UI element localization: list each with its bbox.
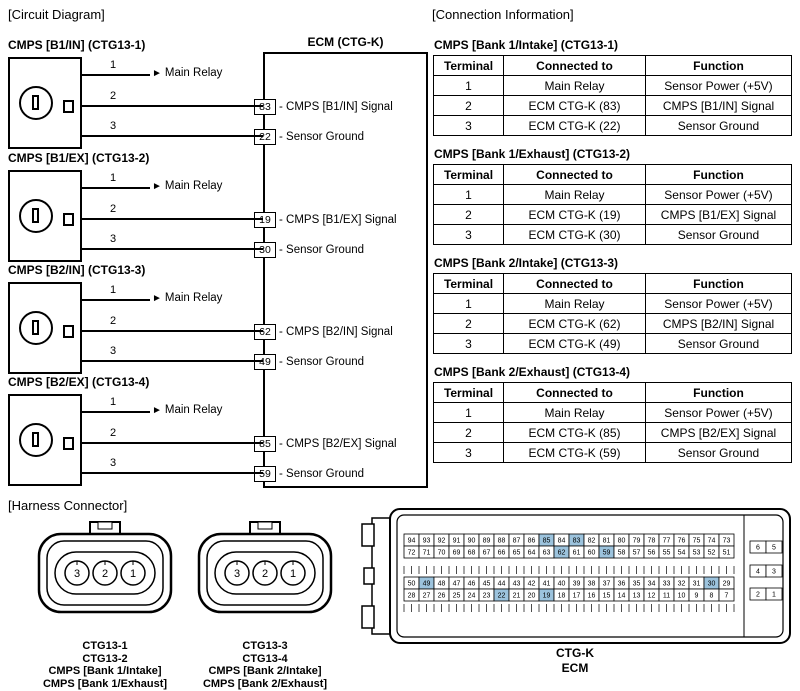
ecm-pin-number: 14	[617, 592, 626, 600]
table-cell: 1	[434, 76, 504, 96]
table-cell: Sensor Ground	[646, 116, 792, 136]
ecm-pin-number: 66	[497, 549, 506, 557]
main-relay-destination	[152, 404, 222, 416]
ecm-pin-number: 17	[572, 592, 581, 600]
ecm-pin-number: 16	[587, 592, 596, 600]
ecm-pin-number: 82	[587, 537, 596, 545]
ecm-pin-number: 65	[512, 549, 521, 557]
main-relay-destination	[152, 180, 222, 192]
label-line: CTG13-2	[82, 652, 128, 665]
table-cell: 3	[434, 116, 504, 136]
ecm-pin-number: 51	[722, 549, 731, 557]
sensor-title: CMPS [B2/IN] (CTG13-3)	[8, 263, 146, 277]
sensor-element-icon	[19, 199, 53, 233]
pin2-number: 2	[110, 315, 117, 327]
column-header: Connected to	[504, 274, 646, 294]
wire-pin1	[82, 411, 150, 413]
ecm-pin-number: 50	[407, 580, 416, 588]
column-header: Function	[646, 56, 792, 76]
ecm-pin-number: 31	[692, 580, 701, 588]
ecm-pin-number: 83	[572, 537, 581, 545]
table-cell: ECM CTG-K (85)	[504, 423, 646, 443]
main-relay-label: Main Relay	[164, 404, 223, 416]
column-header: Function	[646, 274, 792, 294]
wire-pin1	[82, 74, 150, 76]
table-cell: Sensor Power (+5V)	[646, 294, 792, 314]
table-row	[434, 225, 792, 245]
ecm-pin-number: 40	[557, 580, 566, 588]
sensor-element-icon	[19, 311, 53, 345]
ecm-pin-number: 13	[632, 592, 641, 600]
table-cell: Main Relay	[504, 294, 646, 314]
ecm-pin-number: 73	[722, 537, 731, 545]
ecm-pin-number: 79	[632, 537, 641, 545]
ecm-pin-number: 3	[772, 568, 776, 576]
ecm-pin-number: 88	[497, 537, 506, 545]
ecm-pin-number: 24	[467, 592, 476, 600]
table-group-ctg13-4	[433, 365, 793, 463]
wire-pin3	[82, 135, 263, 137]
pin2-number: 2	[110, 427, 117, 439]
sensor-block-b1-in	[8, 38, 428, 151]
ecm-pin-number: 77	[662, 537, 671, 545]
harness-connector-2-drawing	[195, 520, 335, 616]
ecm-pin-number: 28	[407, 592, 416, 600]
ecm-pin-number: 26	[437, 592, 446, 600]
ecm-pin-number: 19	[542, 592, 551, 600]
table-cell: 2	[434, 205, 504, 225]
ecm-box-label: ECM (CTG-K)	[307, 35, 384, 49]
table-row	[434, 294, 792, 314]
ecm-pin-number-box: 85	[254, 436, 276, 452]
arrow-right-icon: ►	[152, 405, 162, 416]
ecm-entry-label: - CMPS [B1/IN] Signal	[279, 101, 393, 113]
ecm-pin-number: 39	[572, 580, 581, 588]
table-row	[434, 96, 792, 116]
ecm-pin-number: 67	[482, 549, 491, 557]
table-cell: Sensor Power (+5V)	[646, 76, 792, 96]
ecm-pin-number: 38	[587, 580, 596, 588]
table-group-ctg13-3	[433, 256, 793, 354]
table-row	[434, 185, 792, 205]
ecm-pin-number: 78	[647, 537, 656, 545]
label-line: CMPS [Bank 1/Intake]	[48, 665, 162, 677]
ecm-pin-number: 86	[527, 537, 536, 545]
pin2-number: 2	[110, 90, 117, 102]
main-relay-label: Main Relay	[164, 292, 223, 304]
ecm-entry-label: - Sensor Ground	[279, 131, 365, 143]
connector2-pin-2: 2	[261, 568, 269, 580]
connector-1-labels	[25, 640, 185, 690]
cmps-sensor-symbol	[8, 57, 82, 149]
ecm-pin-number: 72	[407, 549, 416, 557]
ecm-pin-number: 8	[709, 592, 714, 600]
table-cell: ECM CTG-K (22)	[504, 116, 646, 136]
ecm-pin-number: 90	[467, 537, 476, 545]
ecm-pin-number: 34	[647, 580, 656, 588]
ecm-pin-number: 6	[756, 544, 760, 552]
column-header: Connected to	[504, 165, 646, 185]
ecm-bracket-tab	[364, 568, 374, 584]
table-row	[434, 205, 792, 225]
connector-top-tab-notch	[98, 522, 112, 529]
table-row	[434, 116, 792, 136]
pin1-number: 1	[110, 59, 117, 71]
main-relay-destination	[152, 67, 222, 79]
table-cell: 2	[434, 96, 504, 116]
ecm-pin-number: 35	[632, 580, 641, 588]
column-header: Connected to	[504, 56, 646, 76]
ecm-pin-number: 62	[557, 549, 566, 557]
table-cell: 1	[434, 294, 504, 314]
ecm-pin-number: 42	[527, 580, 536, 588]
table-cell: CMPS [B1/EX] Signal	[646, 205, 792, 225]
table-cell: 2	[434, 314, 504, 334]
connection-table	[433, 382, 792, 463]
main-relay-destination	[152, 292, 222, 304]
ecm-pin-number-box: 59	[254, 466, 276, 482]
table-row	[434, 314, 792, 334]
ecm-pin-number: 18	[557, 592, 566, 600]
pin3-number: 3	[110, 457, 117, 469]
cmps-sensor-symbol	[8, 170, 82, 262]
table-cell: CMPS [B1/IN] Signal	[646, 96, 792, 116]
harness-connector-heading: [Harness Connector]	[8, 498, 128, 513]
ecm-pin-number: 21	[512, 592, 521, 600]
sensor-terminal-icon	[63, 213, 74, 226]
ecm-pin-number: 69	[452, 549, 461, 557]
circuit-diagram-heading: [Circuit Diagram]	[8, 7, 105, 22]
wire-pin2	[82, 442, 263, 444]
label-line: ECM	[561, 661, 589, 675]
ecm-pin-number: 92	[437, 537, 446, 545]
sensor-title: CMPS [B1/IN] (CTG13-1)	[8, 38, 146, 52]
pin1-number: 1	[110, 396, 117, 408]
ecm-pin-number: 63	[542, 549, 551, 557]
table-cell: 3	[434, 334, 504, 354]
ecm-pin-number-box: 19	[254, 212, 276, 228]
table-title: CMPS [Bank 1/Exhaust] (CTG13-2)	[434, 147, 631, 161]
ecm-pin-number: 58	[617, 549, 626, 557]
table-cell: ECM CTG-K (62)	[504, 314, 646, 334]
ecm-pin-number: 41	[542, 580, 551, 588]
sensor-element-icon	[19, 423, 53, 457]
ecm-pin-number: 59	[602, 549, 611, 557]
ecm-connector-body	[390, 509, 790, 643]
wire-pin2	[82, 218, 263, 220]
sensor-magnet-icon	[32, 208, 39, 223]
ecm-pin-number: 32	[677, 580, 686, 588]
ecm-pin-number: 45	[482, 580, 491, 588]
table-cell: ECM CTG-K (19)	[504, 205, 646, 225]
ecm-pin-number: 15	[602, 592, 611, 600]
column-header: Terminal	[434, 274, 504, 294]
ecm-pin-number: 10	[677, 592, 686, 600]
label-line: CTG-K	[556, 646, 594, 660]
main-relay-label: Main Relay	[164, 180, 223, 192]
table-cell: Sensor Power (+5V)	[646, 403, 792, 423]
table-cell: ECM CTG-K (83)	[504, 96, 646, 116]
table-row	[434, 76, 792, 96]
arrow-right-icon: ►	[152, 181, 162, 192]
ecm-connector-labels	[435, 646, 715, 676]
table-cell: ECM CTG-K (49)	[504, 334, 646, 354]
ecm-pin-number: 30	[707, 580, 716, 588]
pin3-number: 3	[110, 233, 117, 245]
table-cell: CMPS [B2/EX] Signal	[646, 423, 792, 443]
sensor-terminal-icon	[63, 100, 74, 113]
table-cell: Main Relay	[504, 403, 646, 423]
ecm-pin-number: 89	[482, 537, 491, 545]
wire-pin1	[82, 299, 150, 301]
sensor-block-b2-ex	[8, 375, 428, 488]
ecm-pin-number: 22	[497, 592, 506, 600]
sensor-magnet-icon	[32, 320, 39, 335]
column-header: Terminal	[434, 56, 504, 76]
sensor-magnet-icon	[32, 95, 39, 110]
pin3-number: 3	[110, 120, 117, 132]
column-header: Terminal	[434, 165, 504, 185]
ecm-pin-number-box: 22	[254, 129, 276, 145]
connection-info-heading: [Connection Information]	[432, 7, 574, 22]
wire-pin3	[82, 472, 263, 474]
pin2-number: 2	[110, 203, 117, 215]
table-title: CMPS [Bank 2/Intake] (CTG13-3)	[434, 256, 619, 270]
ecm-pin-number: 49	[422, 580, 431, 588]
ecm-pin-number-box: 83	[254, 99, 276, 115]
table-cell: ECM CTG-K (30)	[504, 225, 646, 245]
ecm-pin-number: 4	[756, 568, 760, 576]
table-group-ctg13-2	[433, 147, 793, 245]
table-cell: ECM CTG-K (59)	[504, 443, 646, 463]
sensor-title: CMPS [B2/EX] (CTG13-4)	[8, 375, 150, 389]
column-header: Function	[646, 165, 792, 185]
arrow-right-icon: ►	[152, 68, 162, 79]
connection-info-section	[433, 38, 793, 474]
wire-pin3	[82, 360, 263, 362]
ecm-pin-number: 71	[422, 549, 431, 557]
table-cell: 2	[434, 423, 504, 443]
ecm-pin-number: 46	[467, 580, 476, 588]
connector-2-labels	[185, 640, 345, 690]
ecm-pin-number: 29	[722, 580, 731, 588]
table-cell: 3	[434, 225, 504, 245]
pin1-number: 1	[110, 284, 117, 296]
label-line: CMPS [Bank 2/Intake]	[208, 665, 322, 677]
ecm-pin-number: 47	[452, 580, 461, 588]
connector-top-tab-notch	[258, 522, 272, 529]
label-line: CTG13-4	[242, 652, 288, 665]
ecm-pin-number-box: 30	[254, 242, 276, 258]
ecm-pin-number: 93	[422, 537, 431, 545]
connector2-pin-1: 1	[289, 568, 297, 580]
ecm-entry-label: - CMPS [B1/EX] Signal	[279, 214, 397, 226]
arrow-right-icon: ►	[152, 293, 162, 304]
sensor-terminal-icon	[63, 437, 74, 450]
ecm-pin-number: 68	[467, 549, 476, 557]
table-row	[434, 403, 792, 423]
ecm-pin-number: 64	[527, 549, 536, 557]
sensor-terminal-icon	[63, 325, 74, 338]
sensor-block-b1-ex	[8, 151, 428, 264]
connector1-pin-3: 3	[73, 568, 81, 580]
ecm-pin-number: 25	[452, 592, 461, 600]
cmps-sensor-symbol	[8, 394, 82, 486]
main-relay-label: Main Relay	[164, 67, 223, 79]
ecm-pin-number: 20	[527, 592, 536, 600]
table-cell: 3	[434, 443, 504, 463]
connector1-pin-1: 1	[129, 568, 137, 580]
sensor-element-icon	[19, 86, 53, 120]
column-header: Function	[646, 383, 792, 403]
column-header: Terminal	[434, 383, 504, 403]
ecm-pin-number: 36	[617, 580, 626, 588]
ecm-pin-number: 94	[407, 537, 416, 545]
ecm-pin-number: 27	[422, 592, 431, 600]
sensor-magnet-icon	[32, 432, 39, 447]
ecm-pin-number: 84	[557, 537, 566, 545]
harness-connector-1-drawing	[35, 520, 175, 616]
ecm-pin-number: 23	[482, 592, 491, 600]
connector2-pin-3: 3	[233, 568, 241, 580]
ecm-pin-number: 87	[512, 537, 521, 545]
ecm-pin-number: 55	[662, 549, 671, 557]
ecm-bracket-tab	[362, 606, 374, 628]
sensor-title: CMPS [B1/EX] (CTG13-2)	[8, 151, 150, 165]
ecm-pin-number: 9	[694, 592, 699, 600]
connector1-pin-2: 2	[101, 568, 109, 580]
table-row	[434, 334, 792, 354]
ecm-pin-number: 1	[772, 591, 776, 599]
ecm-pin-number: 2	[756, 591, 760, 599]
ecm-connector-drawing	[356, 506, 794, 646]
table-cell: Main Relay	[504, 76, 646, 96]
ecm-pin-number: 48	[437, 580, 446, 588]
label-line: CTG13-3	[242, 640, 288, 652]
label-line: CMPS [Bank 1/Exhaust]	[42, 677, 168, 690]
ecm-pin-number-box: 49	[254, 354, 276, 370]
table-cell: Sensor Ground	[646, 443, 792, 463]
table-cell: Main Relay	[504, 185, 646, 205]
table-cell: Sensor Ground	[646, 334, 792, 354]
ecm-pin-number: 91	[452, 537, 461, 545]
table-title: CMPS [Bank 1/Intake] (CTG13-1)	[434, 38, 619, 52]
ecm-pin-number: 56	[647, 549, 656, 557]
ecm-entry-label: - Sensor Ground	[279, 244, 365, 256]
table-row	[434, 443, 792, 463]
table-cell: Sensor Ground	[646, 225, 792, 245]
ecm-entry-label: - Sensor Ground	[279, 468, 365, 480]
ecm-pin-number: 52	[707, 549, 716, 557]
ecm-pin-number: 60	[587, 549, 596, 557]
ecm-pin-number: 61	[572, 549, 581, 557]
ecm-pin-number: 44	[497, 580, 506, 588]
ecm-pin-number: 54	[677, 549, 686, 557]
ecm-pin-number: 80	[617, 537, 626, 545]
ecm-pin-number: 11	[662, 592, 671, 600]
connection-table	[433, 273, 792, 354]
ecm-pin-number: 74	[707, 537, 716, 545]
ecm-pin-number: 5	[772, 544, 776, 552]
table-cell: 1	[434, 185, 504, 205]
wire-pin2	[82, 330, 263, 332]
ecm-pin-number: 81	[602, 537, 611, 545]
ecm-entry-label: - Sensor Ground	[279, 356, 365, 368]
ecm-pin-number: 76	[677, 537, 686, 545]
table-row	[434, 423, 792, 443]
pin3-number: 3	[110, 345, 117, 357]
ecm-pin-number: 37	[602, 580, 611, 588]
ecm-pin-number: 70	[437, 549, 446, 557]
table-cell: CMPS [B2/IN] Signal	[646, 314, 792, 334]
ecm-pin-number: 85	[542, 537, 551, 545]
ecm-pin-number: 33	[662, 580, 671, 588]
ecm-pin-number: 43	[512, 580, 521, 588]
connection-table	[433, 55, 792, 136]
ecm-entry-label: - CMPS [B2/IN] Signal	[279, 326, 393, 338]
wire-pin2	[82, 105, 263, 107]
ecm-pin-number: 53	[692, 549, 701, 557]
table-cell: 1	[434, 403, 504, 423]
wire-pin1	[82, 187, 150, 189]
wire-pin3	[82, 248, 263, 250]
sensor-block-b2-in	[8, 263, 428, 376]
table-group-ctg13-1	[433, 38, 793, 136]
ecm-pin-number: 12	[647, 592, 656, 600]
ecm-pin-number-box: 62	[254, 324, 276, 340]
pin1-number: 1	[110, 172, 117, 184]
ecm-pin-number: 75	[692, 537, 701, 545]
column-header: Connected to	[504, 383, 646, 403]
ecm-bracket-tab	[362, 524, 374, 546]
label-line: CMPS [Bank 2/Exhaust]	[202, 677, 328, 690]
ecm-entry-label: - CMPS [B2/EX] Signal	[279, 438, 397, 450]
ecm-pin-number: 7	[724, 592, 729, 600]
ecm-pin-number: 57	[632, 549, 641, 557]
table-cell: Sensor Power (+5V)	[646, 185, 792, 205]
cmps-sensor-symbol	[8, 282, 82, 374]
table-title: CMPS [Bank 2/Exhaust] (CTG13-4)	[434, 365, 631, 379]
label-line: CTG13-1	[82, 640, 128, 652]
connection-table	[433, 164, 792, 245]
